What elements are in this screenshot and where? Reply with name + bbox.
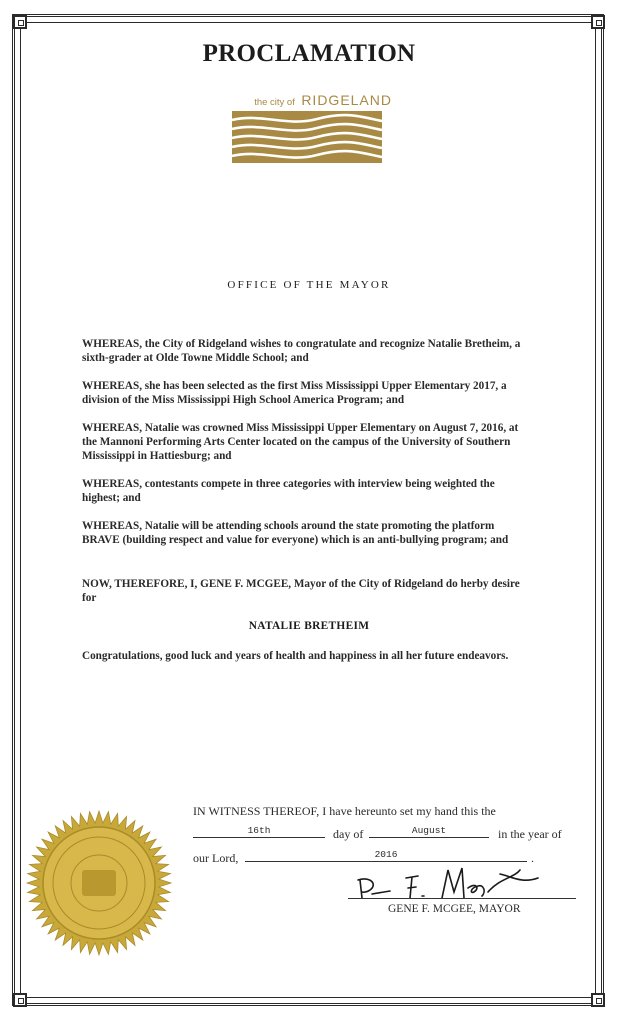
whereas-paragraph: WHEREAS, the City of Ridgeland wishes to congratulate and recognize Natalie Bretheim, a sixth-grader at Olde Towne Middle School; and bbox=[82, 338, 521, 364]
border-corner-ornament bbox=[13, 15, 27, 29]
day-field: 16th bbox=[193, 826, 325, 838]
whereas-paragraph: WHEREAS, Natalie will be attending schools around the state promoting the platform BRAVE (building respect and value for everyone) which is an anti-bullying program; and bbox=[82, 520, 509, 546]
closing-paragraph: Congratulations, good luck and years of health and happiness in all her future endeavors. bbox=[82, 650, 509, 662]
city-logo-text bbox=[232, 92, 392, 110]
witness-period: . bbox=[531, 851, 534, 865]
logo-city-name: RIDGELAND bbox=[301, 92, 392, 108]
year-field: 2016 bbox=[245, 850, 527, 862]
page-title: PROCLAMATION bbox=[202, 40, 416, 67]
signature-line bbox=[348, 898, 576, 899]
whereas-paragraph: WHEREAS, she has been selected as the first Miss Mississippi Upper Elementary 2017, a division of the Miss Mississippi High School America Program; and bbox=[82, 380, 507, 406]
month-field: August bbox=[369, 826, 489, 838]
border-corner-ornament bbox=[591, 993, 605, 1007]
therefore-paragraph: NOW, THEREFORE, I, GENE F. MCGEE, Mayor of the City of Ridgeland do herby desire for bbox=[82, 578, 520, 604]
gold-seal-icon bbox=[24, 808, 174, 958]
whereas-paragraph: WHEREAS, Natalie was crowned Miss Mississippi Upper Elementary on August 7, 2016, at the Mannoni Performing Arts Center located on the campus of the University of Southern Mississippi in Hattiesburg; and bbox=[82, 422, 519, 462]
logo-small-text: the city of bbox=[254, 97, 295, 108]
border-corner-ornament bbox=[591, 15, 605, 29]
in-the-year-of-label: in the year of bbox=[498, 827, 562, 841]
border-corner-ornament bbox=[13, 993, 27, 1007]
our-lord-label: our Lord, bbox=[193, 851, 239, 865]
whereas-paragraph: WHEREAS, contestants compete in three categories with interview being weighted the highest; and bbox=[82, 478, 495, 504]
office-heading: OFFICE OF THE MAYOR bbox=[227, 279, 391, 291]
day-of-label: day of bbox=[333, 827, 364, 841]
honoree-name: NATALIE BRETHEIM bbox=[248, 620, 370, 632]
signatory-name: GENE F. MCGEE, MAYOR bbox=[388, 903, 521, 915]
city-logo-wave-icon bbox=[232, 111, 382, 163]
witness-line-1: IN WITNESS THEREOF, I have hereunto set my hand this the bbox=[193, 804, 496, 818]
